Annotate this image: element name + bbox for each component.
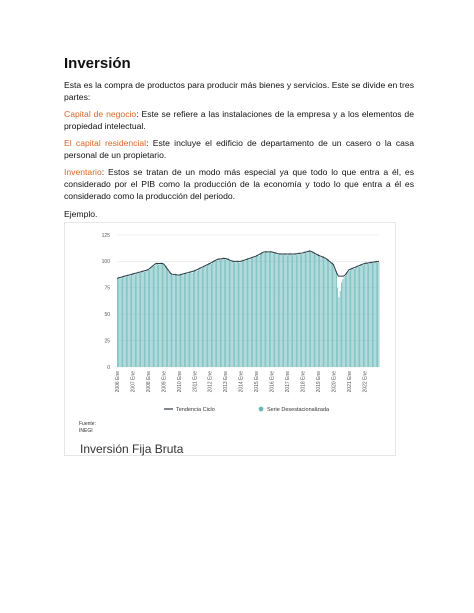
item-paragraph-inventario: [64, 166, 414, 203]
bar: [293, 253, 294, 367]
bar: [135, 275, 136, 367]
bar: [345, 276, 346, 367]
bar: [315, 255, 316, 367]
definition-capital-residencial: : Este incluye el edificio de departamento de un casero o la casa personal de un propietario.: [64, 138, 414, 161]
bar: [160, 264, 161, 367]
bar: [196, 270, 197, 367]
y-tick-label: 125: [101, 232, 110, 239]
bar: [174, 275, 175, 367]
bar: [143, 271, 144, 367]
x-tick-label: 2011 Ene: [192, 371, 199, 393]
bar: [183, 275, 184, 367]
bar: [185, 272, 186, 367]
legend-bar-swatch: [259, 407, 264, 412]
bar: [366, 262, 367, 367]
definition-capital-negocio: : Este se refiere a las instalaciones de la empresa y a los elementos de propiedad intelectual.: [64, 109, 414, 132]
term-inventario: Inventario: [64, 167, 102, 177]
bar: [223, 257, 224, 367]
bar: [157, 263, 158, 367]
bar: [360, 264, 361, 367]
bar: [357, 266, 358, 367]
x-tick-label: 2021 Ene: [346, 371, 353, 393]
bar: [321, 257, 322, 367]
bar: [184, 273, 185, 367]
bar: [333, 264, 334, 367]
bar: [123, 276, 124, 367]
source-name: INEGI: [79, 428, 93, 434]
y-tick-label: 0: [107, 364, 110, 371]
bar: [221, 259, 222, 367]
bar: [348, 271, 349, 367]
bar: [332, 262, 333, 367]
bar: [147, 269, 148, 367]
bar: [318, 254, 319, 367]
bar: [277, 254, 278, 367]
bar: [284, 253, 285, 367]
bar: [224, 258, 225, 367]
bar: [153, 266, 154, 367]
bar: [341, 283, 342, 367]
bar: [229, 260, 230, 367]
definition-inventario: : Estos se tratan de un modo más especial ya que todo lo que entra a él, es considerado por el PIB como la producción de la economía y todo lo que entra a él es considerado como la producción del periodo.: [64, 167, 414, 202]
bar: [219, 258, 220, 367]
bar: [265, 251, 266, 367]
bar: [241, 262, 242, 367]
bar: [248, 259, 249, 367]
bar: [187, 274, 188, 367]
x-tick-label: 2019 Ene: [315, 371, 322, 393]
bar: [310, 251, 311, 367]
x-tick-label: 2016 Ene: [269, 371, 276, 393]
bar: [152, 265, 153, 367]
bar: [290, 253, 291, 367]
bar: [238, 261, 239, 367]
bar: [154, 266, 155, 367]
bar: [181, 275, 182, 367]
bar: [279, 253, 280, 367]
bar: [336, 271, 337, 367]
bar: [247, 258, 248, 367]
bar: [126, 277, 127, 367]
bar: [121, 278, 122, 367]
bar: [208, 263, 209, 367]
bar: [179, 275, 180, 367]
bar: [308, 251, 309, 367]
bar: [363, 265, 364, 367]
bar: [210, 263, 211, 367]
bar: [296, 255, 297, 367]
bar: [246, 259, 247, 367]
bar: [237, 260, 238, 367]
x-tick-label: 2014 Ene: [238, 371, 245, 393]
bar: [313, 251, 314, 367]
bar: [353, 268, 354, 367]
term-capital-negocio: Capital de negocio: [64, 109, 137, 119]
bar: [330, 262, 331, 367]
y-tick-label: 50: [104, 312, 110, 318]
bar: [158, 265, 159, 367]
x-tick-label: 2015 Ene: [254, 371, 261, 393]
y-tick-label: 25: [104, 338, 110, 345]
bar: [335, 269, 336, 367]
bar: [129, 275, 130, 367]
y-tick-label: 100: [101, 259, 110, 266]
source-label: Fuente:: [79, 421, 96, 427]
bar: [369, 262, 370, 367]
bar: [327, 259, 328, 367]
bar: [278, 255, 279, 367]
bar: [281, 253, 282, 367]
bar: [197, 271, 198, 367]
bar: [349, 271, 350, 367]
intro-paragraph: Esta es la compra de productos para producir más bienes y servicios. Este se divide en tres partes:: [64, 80, 414, 103]
bar: [180, 274, 181, 367]
bar: [230, 262, 231, 367]
bar: [172, 275, 173, 367]
bar: [339, 297, 340, 367]
bar: [377, 263, 378, 367]
bar: [215, 261, 216, 367]
bar: [373, 263, 374, 367]
y-tick-label: 75: [104, 285, 110, 292]
bar: [175, 273, 176, 367]
bar: [239, 263, 240, 367]
bar: [255, 257, 256, 367]
legend-bar-label: Serie Desestacionalizada: [267, 407, 330, 413]
bar: [286, 254, 287, 367]
bar: [270, 251, 271, 367]
bar: [236, 262, 237, 367]
bar: [242, 260, 243, 367]
bar: [228, 258, 229, 367]
bar: [171, 273, 172, 367]
bar: [202, 268, 203, 367]
bar: [167, 269, 168, 367]
bar: [350, 270, 351, 367]
bar: [234, 262, 235, 367]
bar: [201, 268, 202, 367]
bar: [306, 253, 307, 367]
bar: [161, 262, 162, 367]
bar: [145, 271, 146, 367]
bar: [233, 260, 234, 367]
bar: [188, 274, 189, 367]
bar: [346, 272, 347, 367]
bar: [156, 263, 157, 367]
investment-chart: [65, 223, 395, 455]
bar: [205, 265, 206, 367]
bar: [319, 255, 320, 367]
bar: [273, 254, 274, 367]
bar: [367, 263, 368, 367]
bar: [232, 260, 233, 367]
x-tick-label: 2006 Ene: [115, 371, 121, 393]
bar: [301, 254, 302, 367]
bar: [216, 261, 217, 367]
bar: [300, 253, 301, 367]
bar: [283, 255, 284, 367]
bar: [337, 288, 338, 367]
bar: [275, 252, 276, 367]
bar: [192, 273, 193, 367]
bar: [130, 276, 131, 367]
x-tick-label: 2022 Ene: [362, 371, 369, 393]
bar: [340, 291, 341, 367]
bar: [295, 253, 296, 367]
bar: [263, 253, 264, 367]
bar: [331, 263, 332, 367]
bar: [251, 257, 252, 367]
bar: [302, 253, 303, 367]
bar: [150, 267, 151, 367]
bar: [170, 272, 171, 367]
bar: [266, 251, 267, 367]
bar: [163, 265, 164, 367]
example-label: Ejemplo.: [64, 209, 98, 219]
bar: [136, 273, 137, 367]
bar: [190, 271, 191, 367]
bar: [254, 258, 255, 367]
bar: [252, 257, 253, 367]
bar: [138, 272, 139, 367]
item-paragraph-capital-negocio: [64, 108, 414, 132]
bar: [141, 271, 142, 367]
bar: [272, 252, 273, 367]
bar: [260, 254, 261, 367]
bar: [297, 255, 298, 367]
chart-frame: [64, 222, 396, 456]
bar: [189, 271, 190, 367]
x-tick-label: 2012 Ene: [207, 371, 214, 393]
bar: [342, 279, 343, 367]
bar: [371, 261, 372, 367]
bar: [217, 259, 218, 367]
x-tick-label: 2013 Ene: [223, 371, 230, 393]
bar: [326, 259, 327, 367]
section-title: Inversión: [64, 55, 131, 72]
bar: [140, 273, 141, 367]
bar: [250, 259, 251, 367]
bar: [226, 259, 227, 367]
bar: [264, 253, 265, 367]
bar: [169, 272, 170, 367]
bar: [304, 251, 305, 367]
bar: [372, 263, 373, 367]
x-tick-label: 2020 Ene: [331, 371, 338, 393]
bar: [261, 252, 262, 367]
bar: [127, 274, 128, 367]
bar: [211, 264, 212, 367]
bar: [292, 255, 293, 367]
bar: [282, 255, 283, 367]
bar: [132, 273, 133, 367]
bar: [359, 267, 360, 367]
bar: [166, 266, 167, 367]
bar: [378, 262, 379, 367]
bar: [134, 274, 135, 367]
bar: [354, 269, 355, 367]
bar: [362, 264, 363, 367]
x-tick-label: 2008 Ene: [145, 371, 152, 393]
bar: [256, 255, 257, 367]
bar: [117, 278, 118, 367]
bar: [291, 254, 292, 367]
bar: [322, 256, 323, 367]
bar: [358, 267, 359, 367]
bar: [288, 254, 289, 367]
bar: [312, 253, 313, 367]
bar: [199, 267, 200, 367]
legend-line-label: Tendencia Ciclo: [176, 407, 215, 413]
term-capital-residencial: El capital residencial: [64, 138, 147, 148]
bar: [328, 259, 329, 367]
bar: [212, 262, 213, 367]
chart-caption: Inversión Fija Bruta: [80, 442, 184, 456]
bar: [176, 274, 177, 367]
bar: [220, 260, 221, 367]
bar: [323, 256, 324, 367]
bar: [351, 268, 352, 367]
bar: [368, 264, 369, 367]
bar: [376, 261, 377, 367]
bar: [207, 265, 208, 367]
bar: [268, 253, 269, 367]
bar: [120, 278, 121, 367]
x-tick-label: 2017 Ene: [285, 371, 292, 393]
bar: [257, 255, 258, 367]
bar: [324, 258, 325, 367]
x-tick-label: 2010 Ene: [176, 371, 183, 393]
bar: [165, 265, 166, 367]
bar: [214, 260, 215, 367]
bar: [139, 273, 140, 367]
bar: [198, 269, 199, 367]
bar: [162, 263, 163, 367]
bar: [122, 276, 123, 367]
bar: [299, 252, 300, 367]
bar: [344, 277, 345, 367]
bar: [206, 266, 207, 367]
bar: [243, 261, 244, 367]
bar: [317, 255, 318, 367]
x-tick-label: 2009 Ene: [161, 371, 168, 393]
bar: [269, 252, 270, 367]
bar: [148, 270, 149, 367]
bar: [149, 270, 150, 367]
source-note: [79, 421, 96, 435]
bar: [193, 272, 194, 367]
x-tick-label: 2018 Ene: [300, 371, 307, 393]
x-tick-label: 2007 Ene: [130, 371, 137, 393]
bar: [203, 266, 204, 367]
bar: [125, 277, 126, 367]
bar: [287, 255, 288, 367]
bar: [118, 277, 119, 367]
bar: [355, 267, 356, 367]
bar: [245, 261, 246, 367]
bar: [309, 250, 310, 367]
bar: [225, 259, 226, 367]
bar: [314, 252, 315, 367]
bar: [259, 256, 260, 367]
bar: [364, 264, 365, 367]
bar: [305, 252, 306, 367]
bar: [131, 275, 132, 367]
bar: [194, 270, 195, 367]
bar: [274, 253, 275, 367]
bar: [178, 276, 179, 367]
item-paragraph-capital-residencial: [64, 137, 414, 161]
bar: [375, 261, 376, 367]
bar: [144, 272, 145, 367]
